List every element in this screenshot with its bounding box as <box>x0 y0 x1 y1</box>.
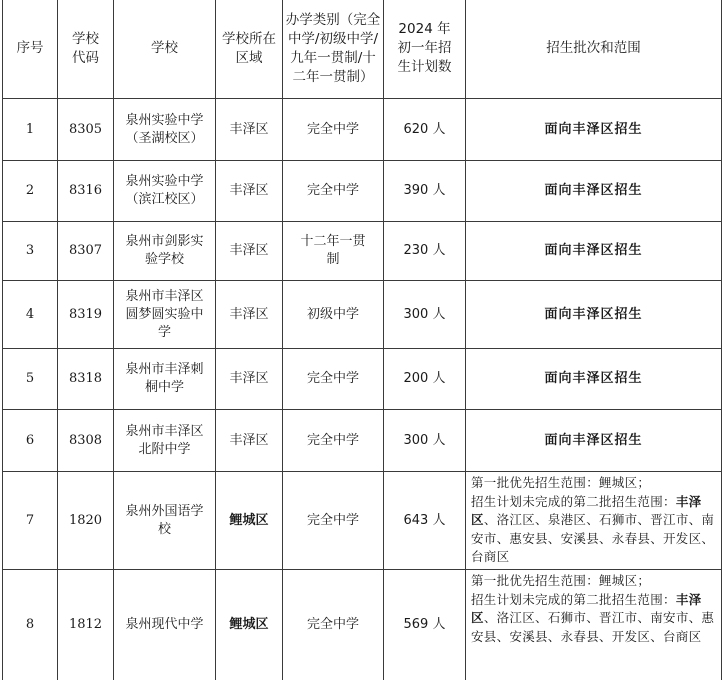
cell-scope: 面向丰泽区招生 <box>466 222 722 281</box>
header-seq: 序号 <box>3 0 58 99</box>
cell-code: 8308 <box>58 410 114 472</box>
cell-code: 1812 <box>58 570 114 680</box>
cell-type: 完全中学 <box>283 99 384 161</box>
cell-scope: 面向丰泽区招生 <box>466 161 722 222</box>
enrollment-table <box>2 0 722 680</box>
cell-district: 丰泽区 <box>216 349 283 410</box>
table-row <box>3 349 722 410</box>
cell-seq: 6 <box>3 410 58 472</box>
cell-plan: 300 人 <box>384 410 466 472</box>
cell-code: 8318 <box>58 349 114 410</box>
scope-second-batch-label: 招生计划未完成的第二批招生范围： <box>471 493 676 509</box>
table-row <box>3 222 722 281</box>
cell-type: 十二年一贯制 <box>283 222 384 281</box>
cell-district: 丰泽区 <box>216 161 283 222</box>
cell-school: 泉州市丰泽区北附中学 <box>114 410 216 472</box>
cell-type: 完全中学 <box>283 349 384 410</box>
cell-scope: 面向丰泽区招生 <box>466 99 722 161</box>
cell-scope <box>466 570 722 680</box>
scope-second-batch-rest: 、洛江区、泉港区、石狮市、晋江市、南安市、惠安县、安溪县、永春县、开发区、台商区 <box>471 512 715 564</box>
cell-district: 丰泽区 <box>216 99 283 161</box>
scope-second-batch-label: 招生计划未完成的第二批招生范围： <box>471 591 676 607</box>
table-row <box>3 161 722 222</box>
scope-first-batch: 第一批优先招生范围：鲤城区； <box>471 475 651 490</box>
cell-seq: 8 <box>3 570 58 680</box>
scope-second-batch-lead: 丰泽区 <box>471 493 702 527</box>
cell-seq: 2 <box>3 161 58 222</box>
cell-district: 丰泽区 <box>216 222 283 281</box>
header-plan: 2024 年初一年招生计划数 <box>384 0 466 99</box>
table-row <box>3 472 722 570</box>
cell-plan: 230 人 <box>384 222 466 281</box>
cell-type: 完全中学 <box>283 410 384 472</box>
cell-school: 泉州现代中学 <box>114 570 216 680</box>
header-school: 学校 <box>114 0 216 99</box>
table-row <box>3 570 722 680</box>
cell-school: 泉州市丰泽刺桐中学 <box>114 349 216 410</box>
cell-plan: 200 人 <box>384 349 466 410</box>
cell-code: 8316 <box>58 161 114 222</box>
cell-district: 鲤城区 <box>216 472 283 570</box>
table-row <box>3 281 722 349</box>
scope-second-batch-rest: 、洛江区、石狮市、晋江市、南安市、惠安县、安溪县、永春县、开发区、台商区 <box>471 610 715 644</box>
cell-type: 完全中学 <box>283 472 384 570</box>
cell-plan: 620 人 <box>384 99 466 161</box>
cell-seq: 3 <box>3 222 58 281</box>
cell-school: 泉州外国语学校 <box>114 472 216 570</box>
scope-second-batch-lead: 丰泽区 <box>471 591 702 625</box>
cell-code: 8319 <box>58 281 114 349</box>
table-row <box>3 99 722 161</box>
cell-school: 泉州实验中学（滨江校区） <box>114 161 216 222</box>
header-scope: 招生批次和范围 <box>466 0 722 99</box>
cell-scope: 面向丰泽区招生 <box>466 349 722 410</box>
scope-first-batch: 第一批优先招生范围：鲤城区； <box>471 573 651 588</box>
cell-plan: 300 人 <box>384 281 466 349</box>
cell-plan: 569 人 <box>384 570 466 680</box>
cell-school: 泉州市剑影实验学校 <box>114 222 216 281</box>
cell-district: 丰泽区 <box>216 410 283 472</box>
cell-scope: 面向丰泽区招生 <box>466 281 722 349</box>
cell-code: 8307 <box>58 222 114 281</box>
table-row <box>3 410 722 472</box>
cell-seq: 4 <box>3 281 58 349</box>
cell-seq: 5 <box>3 349 58 410</box>
cell-code: 8305 <box>58 99 114 161</box>
cell-school: 泉州实验中学（圣湖校区） <box>114 99 216 161</box>
cell-district: 丰泽区 <box>216 281 283 349</box>
cell-code: 1820 <box>58 472 114 570</box>
header-code: 学校代码 <box>58 0 114 99</box>
cell-type: 初级中学 <box>283 281 384 349</box>
cell-scope <box>466 472 722 570</box>
header-type: 办学类别（完全中学/初级中学/九年一贯制/十二年一贯制） <box>283 0 384 99</box>
cell-seq: 7 <box>3 472 58 570</box>
cell-district: 鲤城区 <box>216 570 283 680</box>
cell-type: 完全中学 <box>283 161 384 222</box>
cell-seq: 1 <box>3 99 58 161</box>
cell-scope: 面向丰泽区招生 <box>466 410 722 472</box>
header-row <box>3 0 722 99</box>
cell-plan: 390 人 <box>384 161 466 222</box>
cell-type: 完全中学 <box>283 570 384 680</box>
header-district: 学校所在区域 <box>216 0 283 99</box>
cell-plan: 643 人 <box>384 472 466 570</box>
cell-school: 泉州市丰泽区圆梦圆实验中学 <box>114 281 216 349</box>
